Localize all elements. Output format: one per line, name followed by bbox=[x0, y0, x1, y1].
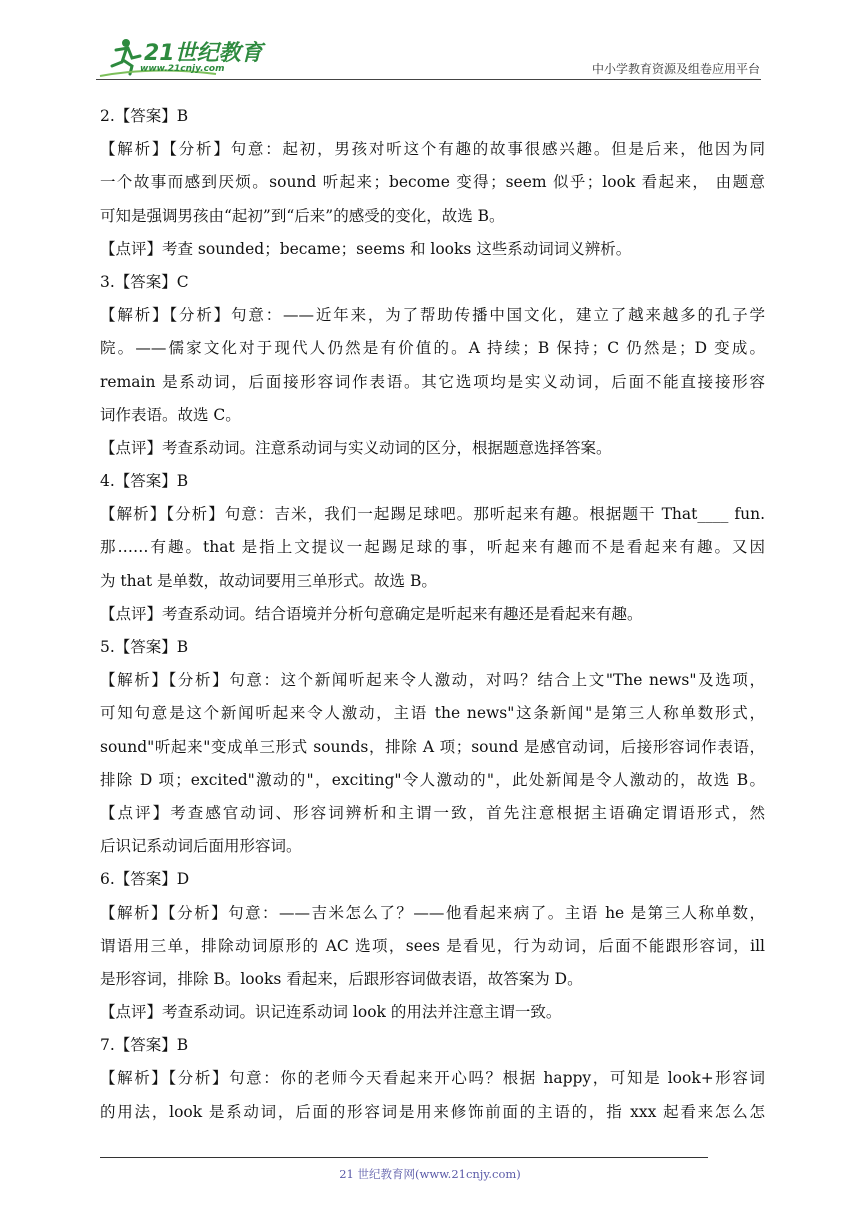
text-line: 2.【答案】B bbox=[100, 107, 189, 125]
header-tagline: 中小学教育资源及组卷应用平台 bbox=[591, 62, 760, 76]
text-line: 【点评】考查系动词。注意系动词与实义动词的区分，根据题意选择答案。 bbox=[100, 438, 612, 457]
text-line: 的用法，look 是系动词，后面的形容词是用来修饰前面的主语的，指 xxx 起看来怎么怎 bbox=[100, 1102, 765, 1121]
text-line: 4.【答案】B bbox=[100, 472, 189, 491]
text-line: 【解析】【分析】句意：吉米，我们一起踢足球吧。那听起来有趣。根据题干 That____ fun. bbox=[100, 505, 765, 524]
header-divider bbox=[96, 79, 761, 80]
text-line: 排除 D 项；excited"激动的"，exciting"令人激动的"，此处新闻是令人激动的，故选 B。 bbox=[100, 770, 765, 789]
text-line: 【点评】考查系动词。识记连系动词 look 的用法并注意主谓一致。 bbox=[100, 1003, 562, 1022]
text-line: sound"听起来"变成单三形式 sounds，排除 A 项；sound 是感官动词，后接形容词作表语， bbox=[100, 737, 765, 756]
text-line: 3.【答案】C bbox=[100, 272, 189, 291]
text-line: 院。——儒家文化对于现代人仍然是有价值的。A 持续；B 保持；C 仍然是；D 变成。 bbox=[100, 339, 765, 358]
text-line: remain 是系动词，后面接形容词作表语。其它选项均是实义动词，后面不能直接接形容 bbox=[100, 372, 765, 391]
logo-url: www.21cnjy.com bbox=[140, 64, 225, 74]
text-line: 【解析】【分析】句意：起初，男孩对听这个有趣的故事很感兴趣。但是后来，他因为同 bbox=[100, 140, 765, 159]
answer-content bbox=[100, 100, 765, 1129]
text-line: 可知是强调男孩由“起初”到“后来”的感受的变化，故选 B。 bbox=[100, 206, 505, 225]
text-line: 【解析】【分析】句意：这个新闻听起来令人激动，对吗？结合上文"The news"及选项， bbox=[100, 671, 765, 690]
text-line: 【点评】考查 sounded；became；seems 和 looks 这些系动词词义辨析。 bbox=[100, 239, 632, 258]
text-line: 可知句意是这个新闻听起来令人激动，主语 the news"这条新闻"是第三人称单数形式， bbox=[100, 704, 765, 723]
text-line: 那……有趣。that 是指上文提议一起踢足球的事，听起来有趣而不是看起来有趣。又因 bbox=[100, 538, 765, 557]
text-line: 6.【答案】D bbox=[100, 870, 190, 889]
text-line: 【解析】【分析】句意：——吉米怎么了？——他看起来病了。主语 he 是第三人称单数， bbox=[100, 903, 765, 922]
text-line: 是形容词，排除 B。looks 看起来，后跟形容词做表语，故答案为 D。 bbox=[100, 969, 583, 988]
page-footer[interactable]: 21 世纪教育网(www.21cnjy.com) bbox=[339, 1167, 521, 1181]
site-logo[interactable] bbox=[96, 36, 266, 80]
text-line: 【解析】【分析】句意：你的老师今天看起来开心吗？根据 happy，可知是 look+形容词 bbox=[100, 1069, 765, 1088]
text-line: 7.【答案】B bbox=[100, 1036, 189, 1055]
footer-divider bbox=[100, 1157, 708, 1158]
text-line: 一个故事而感到厌烦。sound 听起来；become 变得；seem 似乎；look 看起来， 由题意 bbox=[100, 173, 765, 192]
text-line: 5.【答案】B bbox=[100, 638, 189, 656]
logo-text: 21世纪教育 bbox=[144, 41, 263, 66]
text-line: 为 that 是单数，故动词要用三单形式。故选 B。 bbox=[100, 571, 437, 590]
text-line: 后识记系动词后面用形容词。 bbox=[100, 837, 302, 856]
text-line: 【点评】考查感官动词、形容词辨析和主谓一致，首先注意根据主语确定谓语形式，然 bbox=[100, 803, 765, 822]
text-line: 【解析】【分析】句意：——近年来，为了帮助传播中国文化，建立了越来越多的孔子学 bbox=[100, 306, 765, 325]
text-line: 【点评】考查系动词。结合语境并分析句意确定是听起来有趣还是看起来有趣。 bbox=[100, 604, 643, 623]
text-line: 谓语用三单，排除动词原形的 AC 选项，sees 是看见，行为动词，后面不能跟形容词，ill bbox=[100, 936, 765, 955]
page-header bbox=[0, 0, 860, 90]
text-line: 词作表语。故选 C。 bbox=[100, 405, 241, 424]
